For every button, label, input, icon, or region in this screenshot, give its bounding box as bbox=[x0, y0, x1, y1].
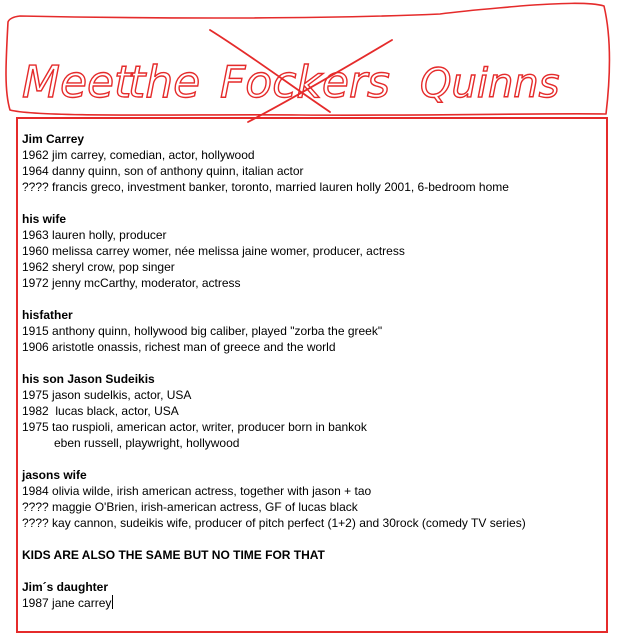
strike-through-mark bbox=[210, 30, 392, 122]
text-line: 1906 aristotle onassis, richest man of greece and the world bbox=[22, 340, 336, 354]
document-body[interactable] bbox=[22, 131, 602, 627]
section-jim-carrey bbox=[22, 131, 602, 195]
text-line-with-caret bbox=[22, 595, 602, 611]
section-heading: Jim Carrey bbox=[22, 132, 85, 146]
title-the: the bbox=[128, 57, 201, 108]
text-line: ???? kay cannon, sudeikis wife, producer of pitch perfect (1+2) and 30rock (comedy TV series) bbox=[22, 516, 526, 530]
section-heading: his son Jason Sudeikis bbox=[22, 372, 155, 386]
text-line: 1962 jim carrey, comedian, actor, hollywood bbox=[22, 148, 255, 162]
section-jasons-wife bbox=[22, 467, 602, 531]
text-line: eben russell, playwright, hollywood bbox=[54, 436, 240, 450]
text-line: 1975 tao ruspioli, american actor, writer, producer born in bankok bbox=[22, 420, 367, 434]
title-meet: Meet bbox=[22, 57, 132, 108]
section-jims-daughter bbox=[22, 579, 602, 611]
text-line: ???? maggie O'Brien, irish-american actress, GF of lucas black bbox=[22, 500, 358, 514]
title-frame bbox=[6, 3, 610, 115]
title-replacement-word: Quinns bbox=[420, 61, 560, 107]
section-heading: his wife bbox=[22, 212, 67, 226]
text-line: 1972 jenny mcCarthy, moderator, actress bbox=[22, 276, 241, 290]
section-heading: jasons wife bbox=[22, 468, 87, 482]
text-line: 1984 olivia wilde, irish american actress, together with jason + tao bbox=[22, 484, 372, 498]
section-his-wife bbox=[22, 211, 602, 291]
section-heading: Jim´s daughter bbox=[22, 580, 109, 594]
text-line: 1964 danny quinn, son of anthony quinn, italian actor bbox=[22, 164, 304, 178]
text-line: 1963 lauren holly, producer bbox=[22, 228, 167, 242]
text-line: 1962 sheryl crow, pop singer bbox=[22, 260, 175, 274]
text-cursor bbox=[112, 595, 113, 609]
section-his-son bbox=[22, 371, 602, 451]
section-heading: hisfather bbox=[22, 308, 73, 322]
text-line: 1960 melissa carrey womer, née melissa jaine womer, producer, actress bbox=[22, 244, 405, 258]
section-his-father bbox=[22, 307, 602, 355]
title-crossed-word: Fockers bbox=[220, 57, 390, 108]
kids-note: KIDS ARE ALSO THE SAME BUT NO TIME FOR THAT bbox=[22, 548, 325, 562]
text-line: 1915 anthony quinn, hollywood big caliber, played "zorba the greek" bbox=[22, 324, 383, 338]
text-line: 1982 lucas black, actor, USA bbox=[22, 404, 179, 418]
text-line: ???? francis greco, investment banker, toronto, married lauren holly 2001, 6-bedroom home bbox=[22, 180, 509, 194]
text-line: 1975 jason sudelkis, actor, USA bbox=[22, 388, 192, 402]
text-line: 1987 jane carrey bbox=[22, 596, 112, 610]
